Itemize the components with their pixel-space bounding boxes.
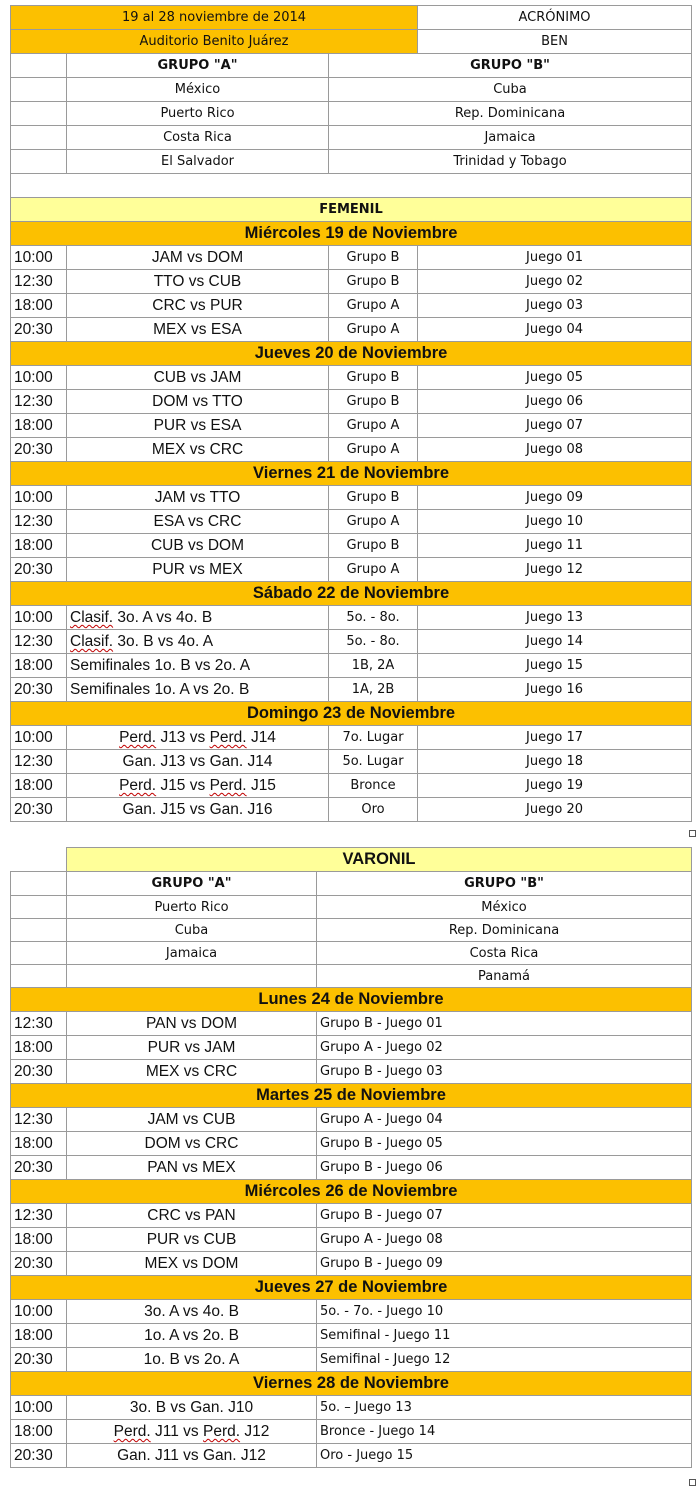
game-row [11, 1324, 692, 1348]
game-group: Grupo A [329, 318, 418, 342]
game-number: Juego 20 [418, 798, 692, 822]
game-matchup: CUB vs DOM [67, 534, 329, 558]
femenil-schedule-table [10, 5, 692, 822]
game-group: 1B, 2A [329, 654, 418, 678]
game-matchup: Perd. J13 vs Perd. J14 [67, 726, 329, 750]
game-matchup: 1o. B vs 2o. A [67, 1348, 317, 1372]
game-time: 12:30 [11, 1204, 67, 1228]
game-time: 10:00 [11, 1396, 67, 1420]
game-row [11, 270, 692, 294]
game-matchup: Perd. J11 vs Perd. J12 [67, 1420, 317, 1444]
varonil-schedule-table [10, 847, 692, 1468]
game-number: Juego 10 [418, 510, 692, 534]
game-time: 20:30 [11, 798, 67, 822]
game-number: Juego 04 [418, 318, 692, 342]
game-time: 12:30 [11, 510, 67, 534]
game-matchup: Clasif. 3o. A vs 4o. B [67, 606, 329, 630]
game-time: 20:30 [11, 558, 67, 582]
game-row [11, 486, 692, 510]
game-time: 18:00 [11, 1228, 67, 1252]
day-header-row [11, 1180, 692, 1204]
game-matchup: Gan. J13 vs Gan. J14 [67, 750, 329, 774]
day-header: Viernes 28 de Noviembre [11, 1372, 692, 1396]
group-b-team: Costa Rica [317, 942, 692, 965]
game-row [11, 414, 692, 438]
blank-cell [11, 54, 67, 78]
femenil-title: FEMENIL [11, 198, 692, 222]
fem-group-a-header: GRUPO "A" [67, 54, 329, 78]
game-row [11, 1252, 692, 1276]
game-time: 20:30 [11, 1444, 67, 1468]
game-time: 18:00 [11, 1132, 67, 1156]
game-time: 12:30 [11, 1012, 67, 1036]
game-matchup: MEX vs ESA [67, 318, 329, 342]
game-row [11, 1300, 692, 1324]
group-b-team: Jamaica [329, 126, 692, 150]
game-result: Semifinal - Juego 11 [317, 1324, 692, 1348]
game-row [11, 678, 692, 702]
game-row [11, 1156, 692, 1180]
group-a-team [67, 965, 317, 988]
group-b-team: Rep. Dominicana [329, 102, 692, 126]
game-row [11, 246, 692, 270]
game-matchup: CRC vs PUR [67, 294, 329, 318]
game-row [11, 366, 692, 390]
game-result: Grupo B - Juego 05 [317, 1132, 692, 1156]
group-a-team: Jamaica [67, 942, 317, 965]
game-matchup: JAM vs TTO [67, 486, 329, 510]
game-row [11, 1228, 692, 1252]
game-result: Bronce - Juego 14 [317, 1420, 692, 1444]
game-matchup: ESA vs CRC [67, 510, 329, 534]
game-result: Grupo A - Juego 08 [317, 1228, 692, 1252]
game-time: 12:30 [11, 750, 67, 774]
game-time: 10:00 [11, 486, 67, 510]
game-number: Juego 03 [418, 294, 692, 318]
game-time: 12:30 [11, 1108, 67, 1132]
game-time: 10:00 [11, 366, 67, 390]
var-group-a-header: GRUPO "A" [67, 872, 317, 896]
game-matchup: Perd. J15 vs Perd. J15 [67, 774, 329, 798]
spellcheck-word: Clasif. [70, 608, 114, 626]
venue-acronym: BEN [418, 30, 692, 54]
table-resize-handle[interactable] [689, 1479, 696, 1486]
game-result: 5o. - 7o. - Juego 10 [317, 1300, 692, 1324]
game-matchup: TTO vs CUB [67, 270, 329, 294]
game-number: Juego 16 [418, 678, 692, 702]
game-number: Juego 09 [418, 486, 692, 510]
game-time: 20:30 [11, 1060, 67, 1084]
day-header-row [11, 222, 692, 246]
game-group: Grupo A [329, 438, 418, 462]
game-result: Grupo B - Juego 01 [317, 1012, 692, 1036]
group-row [11, 942, 692, 965]
game-group: 7o. Lugar [329, 726, 418, 750]
day-header-row [11, 702, 692, 726]
game-time: 18:00 [11, 414, 67, 438]
blank-cell [11, 872, 67, 896]
group-row [11, 896, 692, 919]
game-group: Oro [329, 798, 418, 822]
group-a-team: Puerto Rico [67, 102, 329, 126]
group-row [11, 126, 692, 150]
game-matchup: DOM vs TTO [67, 390, 329, 414]
game-matchup: JAM vs DOM [67, 246, 329, 270]
game-number: Juego 18 [418, 750, 692, 774]
game-group: Grupo B [329, 390, 418, 414]
game-number: Juego 08 [418, 438, 692, 462]
game-row [11, 750, 692, 774]
game-time: 20:30 [11, 1252, 67, 1276]
blank-cell [11, 965, 67, 988]
spellcheck-word: Perd. [209, 728, 247, 746]
game-number: Juego 17 [418, 726, 692, 750]
game-group: Grupo B [329, 366, 418, 390]
blank-cell [11, 942, 67, 965]
game-time: 10:00 [11, 726, 67, 750]
game-row [11, 1036, 692, 1060]
game-group: 5o. - 8o. [329, 630, 418, 654]
game-row [11, 294, 692, 318]
game-group: Grupo B [329, 534, 418, 558]
group-a-team: Puerto Rico [67, 896, 317, 919]
day-header-row [11, 1372, 692, 1396]
day-header: Jueves 20 de Noviembre [11, 342, 692, 366]
game-group: 5o. - 8o. [329, 606, 418, 630]
game-time: 12:30 [11, 390, 67, 414]
day-header-row [11, 1276, 692, 1300]
game-row [11, 1012, 692, 1036]
game-matchup: Semifinales 1o. B vs 2o. A [67, 654, 329, 678]
game-number: Juego 05 [418, 366, 692, 390]
day-header: Viernes 21 de Noviembre [11, 462, 692, 486]
blank-cell [11, 848, 67, 872]
day-header: Lunes 24 de Noviembre [11, 988, 692, 1012]
group-row [11, 102, 692, 126]
game-group: 1A, 2B [329, 678, 418, 702]
game-matchup: CRC vs PAN [67, 1204, 317, 1228]
game-matchup: PUR vs ESA [67, 414, 329, 438]
game-row [11, 318, 692, 342]
game-time: 18:00 [11, 774, 67, 798]
game-result: Grupo B - Juego 09 [317, 1252, 692, 1276]
game-result: Grupo A - Juego 02 [317, 1036, 692, 1060]
group-b-team: Panamá [317, 965, 692, 988]
game-time: 18:00 [11, 1036, 67, 1060]
game-number: Juego 07 [418, 414, 692, 438]
game-row [11, 630, 692, 654]
game-time: 18:00 [11, 294, 67, 318]
game-time: 20:30 [11, 318, 67, 342]
game-group: Grupo A [329, 510, 418, 534]
game-row [11, 390, 692, 414]
group-b-team: Trinidad y Tobago [329, 150, 692, 174]
spellcheck-word: Perd. [113, 1422, 151, 1440]
game-time: 20:30 [11, 1348, 67, 1372]
game-matchup: JAM vs CUB [67, 1108, 317, 1132]
game-row [11, 774, 692, 798]
game-number: Juego 12 [418, 558, 692, 582]
game-matchup: Gan. J15 vs Gan. J16 [67, 798, 329, 822]
acronym-label: ACRÓNIMO [418, 6, 692, 30]
game-result: Semifinal - Juego 12 [317, 1348, 692, 1372]
game-number: Juego 13 [418, 606, 692, 630]
spacer-row [11, 174, 692, 198]
game-number: Juego 11 [418, 534, 692, 558]
game-row [11, 1444, 692, 1468]
blank-cell [11, 78, 67, 102]
game-matchup: MEX vs DOM [67, 1252, 317, 1276]
group-row [11, 150, 692, 174]
group-b-team: Cuba [329, 78, 692, 102]
event-venue: Auditorio Benito Juárez [11, 30, 418, 54]
spellcheck-word: Perd. [209, 776, 247, 794]
game-result: Grupo B - Juego 03 [317, 1060, 692, 1084]
day-header: Martes 25 de Noviembre [11, 1084, 692, 1108]
game-row [11, 1132, 692, 1156]
game-time: 18:00 [11, 534, 67, 558]
day-header-row [11, 582, 692, 606]
game-number: Juego 06 [418, 390, 692, 414]
game-result: Oro - Juego 15 [317, 1444, 692, 1468]
game-time: 12:30 [11, 630, 67, 654]
game-matchup: Clasif. 3o. B vs 4o. A [67, 630, 329, 654]
game-row [11, 510, 692, 534]
group-b-team: México [317, 896, 692, 919]
game-result: Grupo B - Juego 07 [317, 1204, 692, 1228]
game-group: Bronce [329, 774, 418, 798]
game-time: 20:30 [11, 1156, 67, 1180]
group-a-team: México [67, 78, 329, 102]
game-matchup: Gan. J11 vs Gan. J12 [67, 1444, 317, 1468]
group-a-team: Costa Rica [67, 126, 329, 150]
game-time: 10:00 [11, 246, 67, 270]
game-matchup: Semifinales 1o. A vs 2o. B [67, 678, 329, 702]
game-number: Juego 15 [418, 654, 692, 678]
game-matchup: PUR vs MEX [67, 558, 329, 582]
blank-cell [11, 896, 67, 919]
game-group: Grupo A [329, 414, 418, 438]
game-row [11, 558, 692, 582]
game-row [11, 1204, 692, 1228]
varonil-title: VARONIL [67, 848, 692, 872]
blank-cell [11, 102, 67, 126]
game-result: Grupo B - Juego 06 [317, 1156, 692, 1180]
game-result: 5o. – Juego 13 [317, 1396, 692, 1420]
day-header: Jueves 27 de Noviembre [11, 1276, 692, 1300]
day-header: Domingo 23 de Noviembre [11, 702, 692, 726]
game-time: 20:30 [11, 678, 67, 702]
group-a-team: El Salvador [67, 150, 329, 174]
game-time: 18:00 [11, 1324, 67, 1348]
blank-cell [11, 126, 67, 150]
game-group: Grupo B [329, 270, 418, 294]
game-row [11, 1396, 692, 1420]
group-row [11, 965, 692, 988]
game-row [11, 438, 692, 462]
game-matchup: CUB vs JAM [67, 366, 329, 390]
game-row [11, 1060, 692, 1084]
game-matchup: PUR vs JAM [67, 1036, 317, 1060]
game-row [11, 1420, 692, 1444]
game-time: 18:00 [11, 1420, 67, 1444]
game-matchup: 3o. A vs 4o. B [67, 1300, 317, 1324]
game-time: 18:00 [11, 654, 67, 678]
game-time: 10:00 [11, 1300, 67, 1324]
game-number: Juego 02 [418, 270, 692, 294]
game-group: Grupo A [329, 558, 418, 582]
game-group: Grupo B [329, 246, 418, 270]
game-row [11, 1348, 692, 1372]
game-group: 5o. Lugar [329, 750, 418, 774]
day-header: Sábado 22 de Noviembre [11, 582, 692, 606]
game-row [11, 606, 692, 630]
game-row [11, 726, 692, 750]
game-row [11, 534, 692, 558]
day-header-row [11, 1084, 692, 1108]
game-matchup: PAN vs DOM [67, 1012, 317, 1036]
spellcheck-word: Perd. [119, 728, 157, 746]
game-row [11, 798, 692, 822]
game-matchup: 3o. B vs Gan. J10 [67, 1396, 317, 1420]
day-header-row [11, 342, 692, 366]
spellcheck-word: Perd. [202, 1422, 241, 1440]
spellcheck-word: Clasif. [70, 632, 114, 650]
blank-cell [11, 919, 67, 942]
game-matchup: MEX vs CRC [67, 438, 329, 462]
game-number: Juego 14 [418, 630, 692, 654]
game-row [11, 654, 692, 678]
game-group: Grupo B [329, 486, 418, 510]
event-dates: 19 al 28 noviembre de 2014 [11, 6, 418, 30]
game-time: 10:00 [11, 606, 67, 630]
game-number: Juego 19 [418, 774, 692, 798]
day-header-row [11, 988, 692, 1012]
day-header: Miércoles 19 de Noviembre [11, 222, 692, 246]
blank-cell [11, 150, 67, 174]
game-matchup: PAN vs MEX [67, 1156, 317, 1180]
spellcheck-word: Perd. [119, 776, 157, 794]
group-a-team: Cuba [67, 919, 317, 942]
var-group-b-header: GRUPO "B" [317, 872, 692, 896]
game-row [11, 1108, 692, 1132]
day-header: Miércoles 26 de Noviembre [11, 1180, 692, 1204]
game-group: Grupo A [329, 294, 418, 318]
day-header-row [11, 462, 692, 486]
game-matchup: DOM vs CRC [67, 1132, 317, 1156]
game-time: 12:30 [11, 270, 67, 294]
group-row [11, 78, 692, 102]
game-result: Grupo A - Juego 04 [317, 1108, 692, 1132]
game-number: Juego 01 [418, 246, 692, 270]
game-matchup: PUR vs CUB [67, 1228, 317, 1252]
game-matchup: MEX vs CRC [67, 1060, 317, 1084]
game-matchup: 1o. A vs 2o. B [67, 1324, 317, 1348]
fem-group-b-header: GRUPO "B" [329, 54, 692, 78]
group-row [11, 919, 692, 942]
game-time: 20:30 [11, 438, 67, 462]
table-resize-handle[interactable] [689, 830, 696, 837]
group-b-team: Rep. Dominicana [317, 919, 692, 942]
